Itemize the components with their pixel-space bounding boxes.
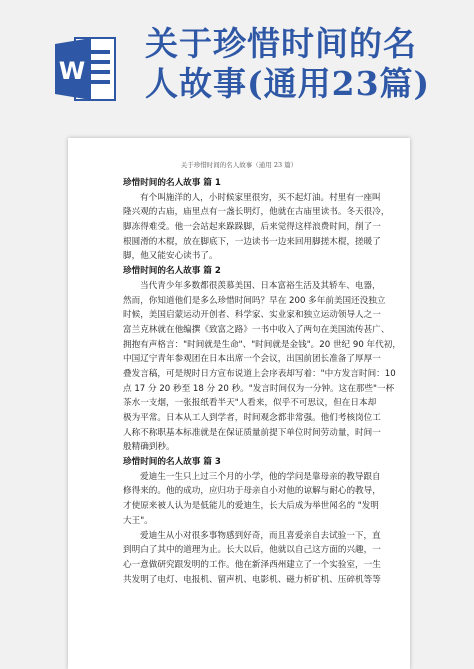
paragraph-line: 共发明了电灯、电报机、留声机、电影机、磁力析矿机、压碎机等等 — [123, 574, 381, 585]
paragraph-line: 当代青少年多数都很羡慕美国、日本富裕生活及其轿车、电器， — [140, 280, 381, 291]
document-page — [68, 138, 410, 669]
paragraph-line: 脚冻得难受。他一会站起来跺跺脚，后来觉得这样浪费时间，削了一 — [123, 222, 381, 233]
paragraph-line: 叠发言稿，可是规时日方宣布说道上会序表却写着："中方发言时间：10 — [123, 368, 396, 379]
paragraph-line: 大王"。 — [123, 515, 153, 526]
paragraph-line: 隆兴观的古庙，庙里点有一盏长明灯，他就在古庙里读书。冬天很冷， — [123, 207, 390, 218]
paragraph-line: 脚，他又能安心读书了。 — [123, 251, 218, 262]
paragraph-line: 修得来的。他的成功，应归功于母亲自小对他的谅解与耐心的教导， — [123, 486, 381, 497]
section-heading: 珍惜时间的名人故事 篇 2 — [123, 266, 221, 277]
banner — [0, 0, 474, 120]
title-line-2: 人故事(通用23篇) — [145, 64, 431, 103]
paragraph-line: 心一意做研究跟发明的工作。他在新泽西州建立了一个实验室，一生 — [123, 559, 381, 570]
paragraph-line: 极为平常。日本从工人到学者，时间观念都非常强。他们考核岗位工 — [123, 413, 381, 423]
paragraph-line: 时候，美国启蒙运动开创者、科学家、实业家和独立运动领导人之一 — [123, 310, 381, 321]
page-title — [145, 24, 470, 104]
paragraph-line: 爱迪生从小对很多事物感到好奇，而且喜爱亲自去试验一下，直 — [140, 530, 381, 541]
paragraph-line: 点 17 分 20 秒至 18 分 20 秒。"发言时间仅为一分钟。这在那些"一杯 — [123, 383, 395, 394]
paragraph-line: 到明白了其中的道理为止。长大以后，他就以自己这方面的兴趣，一 — [123, 545, 381, 556]
paragraph-line: 才使原来被人认为是低能儿的爱迪生，长大后成为举世闻名的 "发明 — [123, 501, 379, 512]
section-heading: 珍惜时间的名人故事 篇 3 — [123, 457, 221, 468]
logo-letter: W — [58, 57, 86, 85]
word-document-icon — [55, 36, 117, 102]
document-body — [123, 176, 401, 587]
section-heading: 珍惜时间的名人故事 篇 1 — [123, 178, 221, 188]
document-header: 关于珍惜时间的名人故事（通用 23 篇） — [180, 161, 298, 169]
paragraph-line: 有个叫施洋的人，小时候家里很穷，买不起灯油。村里有一座叫 — [140, 192, 381, 203]
paragraph-line: 拥抱有声格言："时间就是生命"、"时间就是金钱"。20 世纪 90 年代初， — [123, 339, 401, 350]
paragraph-line: 中国辽宁青年参观团在日本出席一个会议，出国前团长准备了厚厚一 — [123, 354, 381, 365]
paragraph-line: 茶水一支烟，一张报纸看半天"人看来，似乎不可思议，但在日本却 — [123, 398, 377, 409]
title-line-1: 关于珍惜时间的名 — [145, 24, 417, 63]
paragraph-line: 富兰克林就在他编撰《致富之路》一书中收入了两句在美国流传甚广、 — [123, 324, 390, 335]
paragraph-line: 爱迪生一生只上过三个月的小学，他的学问是靠母亲的教导跟自 — [140, 471, 381, 482]
paragraph-line: 然而，你知道他们是多么珍惜时间吗？早在 200 多年前美国还没独立 — [123, 295, 386, 306]
paragraph-line: 根圆滑的木棍，放在脚底下，一边读书一边来回用脚搓木棍，搓暖了 — [123, 236, 381, 247]
paragraph-line: 人称不称职基本标准就是在保证质量前提下单位时间劳动量，时间一 — [123, 427, 381, 438]
paragraph-line: 般精确到秒。 — [123, 442, 175, 453]
